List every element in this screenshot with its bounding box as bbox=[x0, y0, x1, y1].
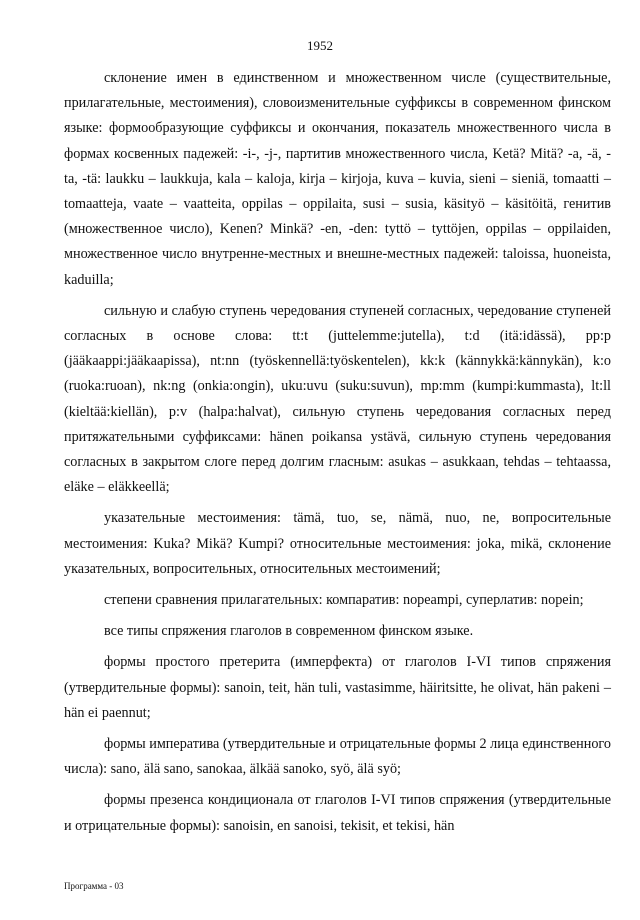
paragraph-imperfect: формы простого претерита (имперфекта) от глаголов I-VI типов спряжения (утвердительные формы): sanoin, teit, hän tuli, vastasimme, häiritsitte, he olivat, hän pakeni – hän ei paennut; bbox=[64, 654, 611, 721]
paragraph-consonant-gradation: сильную и слабую ступень чередования ступеней согласных, чередование ступеней согласных в основе слова: tt:t (juttelemme:jutella), t:d (itä:idässä), pp:p (jääkaappi:jääkaapissa), nt:nn (työskennellä:työskentelen), kk:k (kännykkä:kännykän), k:o (ruoka:ruoan), nk:ng (onkia:ongin), uku:uvu (suku:suvun), mp:mm (kumpi:kummasta), lt:ll (kieltää:kiellän), p:v (halpa:halvat), сильную ступень чередования согласных перед притяжательными суффиксами: hänen poikansa ystävä, сильную ступень чередования согласных в закрытом слоге перед долгим гласным: asukas – asukkaan, tehdas – tehtaassa, eläke – eläkkeellä; bbox=[64, 302, 611, 496]
paragraph-imperative: формы императива (утвердительные и отрицательные формы 2 лица единственного числа): sano, älä sano, sanokaa, älkää sanoko, syö, älä syö; bbox=[64, 736, 611, 778]
paragraph-verb-conjugation: все типы спряжения глаголов в современном финском языке. bbox=[104, 623, 474, 640]
paragraph-conditional: формы презенса кондиционала от глаголов I-VI типов спряжения (утвердительные и отрицательные формы): sanoisin, en sanoisi, tekisit, et tekisi, hän bbox=[64, 792, 611, 834]
paragraph-noun-declension: склонение имен в единственном и множественном числе (существительные, прилагательные, местоимения), словоизменительные суффиксы в современном финском языке: формообразующие суффиксы и окончания, показатель множественного числа в формах косвенных падежей: -i-, -j-, партитив множественного числа, Ketä? Mitä? -a, -ä, -ta, -tä: laukku – laukkuja, kala – kaloja, kirja – kirjoja, kuva – kuvia, sieni – sieniä, tomaatti – tomaatteja, vaate – vaatteita, oppilas – oppilaita, susi – susia, käsityö – käsitöitä, генитив (множественное число), Kenen? Minkä? -en, -den: tyttö – tyttöjen, oppilas – oppilaiden, множественное число внутренне-местных и внешне-местных падежей: taloissa, huoneista, kaduilla; bbox=[64, 70, 611, 288]
page-number: 1952 bbox=[307, 38, 333, 53]
footer-label: Программа - 03 bbox=[64, 881, 124, 891]
paragraph-pronouns: указательные местоимения: tämä, tuo, se, nämä, nuo, ne, вопросительные местоимения: Kuka? Mikä? Kumpi? относительные местоимения: joka, mikä, склонение указательных, вопросительных, относительных местоимений; bbox=[64, 510, 611, 577]
paragraph-adjective-comparison: степени сравнения прилагательных: компаратив: nopeampi, суперлатив: nopein; bbox=[104, 592, 584, 609]
document-body bbox=[64, 66, 611, 845]
